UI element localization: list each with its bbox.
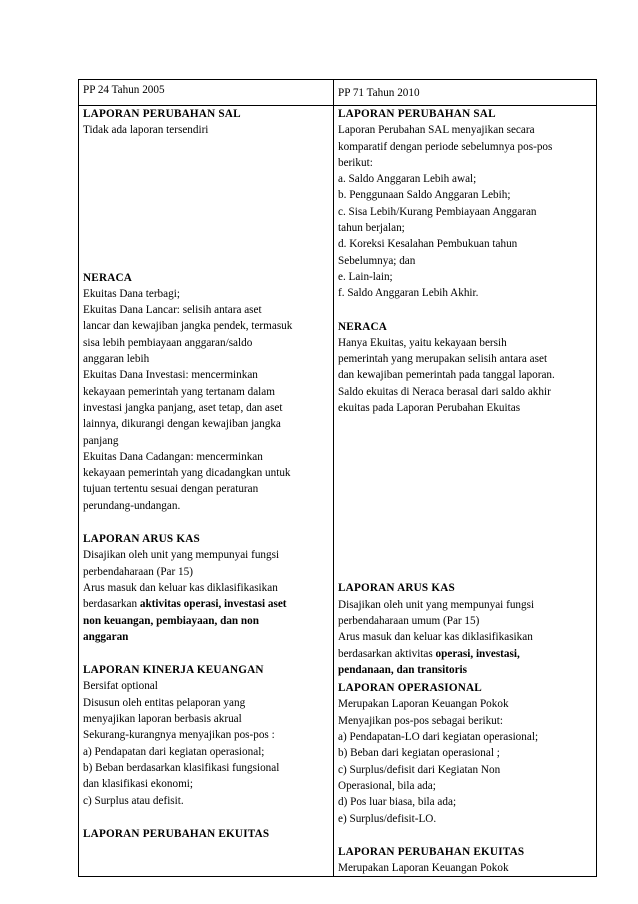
section-line: f. Saldo Anggaran Lebih Akhir. <box>338 287 479 300</box>
line-bold-text: non keuangan, pembiayaan, dan non <box>83 614 259 627</box>
section-line: sisa lebih pembiayaan anggaran/saldo <box>83 336 253 349</box>
section-line: Operasional, bila ada; <box>338 779 436 792</box>
line-text: berdasarkan aktivitas <box>338 647 436 660</box>
section-line: panjang <box>83 434 119 447</box>
section-line: pemerintah yang merupakan selisih antara aset <box>338 353 548 366</box>
section-line: d) Pos luar biasa, bila ada; <box>338 796 457 809</box>
section-line: menyajikan laporan berbasis akrual <box>83 713 242 726</box>
right-column <box>334 106 597 877</box>
section-line: Tidak ada laporan tersendiri <box>83 124 209 137</box>
line-text: berdasarkan <box>83 598 140 611</box>
section-title: NERACA <box>83 271 133 284</box>
right-arus-kas-section <box>338 580 593 678</box>
right-sal-section <box>338 106 593 302</box>
section-title: LAPORAN OPERASIONAL <box>338 682 482 695</box>
section-line: tujuan tertentu sesuai dengan peraturan <box>83 483 259 496</box>
section-line: Disusun oleh entitas pelaporan yang <box>83 696 246 709</box>
section-line: komparatif dengan periode sebelumnya pos-pos <box>338 140 553 153</box>
section-line: Ekuitas Dana Lancar: selisih antara aset <box>83 304 262 317</box>
line-bold-text: aktivitas operasi, investasi aset <box>139 598 287 611</box>
section-title: LAPORAN KINERJA KEUANGAN <box>83 664 264 677</box>
section-line: kekayaan pemerintah yang dicadangkan untuk <box>83 467 291 480</box>
section-title: LAPORAN PERUBAHAN SAL <box>338 108 496 120</box>
left-column <box>79 106 334 877</box>
section-line: b) Beban berdasarkan klasifikasi fungsional <box>83 761 280 774</box>
section-title: LAPORAN ARUS KAS <box>338 582 455 595</box>
section-line: Sebelumnya; dan <box>338 254 416 267</box>
section-line: Merupakan Laporan Keuangan Pokok <box>338 698 509 711</box>
section-line <box>83 613 330 629</box>
section-line: perbendaharaan (Par 15) <box>83 565 193 578</box>
section-line: Saldo ekuitas di Neraca berasal dari saldo akhir <box>338 385 551 398</box>
section-line: Arus masuk dan keluar kas diklasifikasikan <box>338 631 533 644</box>
section-line <box>83 596 330 612</box>
section-line: Menyajikan pos-pos sebagai berikut: <box>338 714 503 727</box>
section-line: Disajikan oleh unit yang mempunyai fungsi <box>338 598 535 611</box>
section-title: LAPORAN PERUBAHAN EKUITAS <box>338 845 525 858</box>
left-neraca-section <box>83 270 330 514</box>
section-line: a. Saldo Anggaran Lebih awal; <box>338 173 477 186</box>
section-line: berikut: <box>338 156 373 169</box>
section-line: a) Pendapatan-LO dari kegiatan operasional; <box>338 731 539 744</box>
section-line: c) Surplus atau defisit. <box>83 794 184 807</box>
section-line <box>83 629 330 645</box>
section-line <box>338 662 593 678</box>
section-line: c) Surplus/defisit dari Kegiatan Non <box>338 763 501 776</box>
section-line: Ekuitas Dana terbagi; <box>83 287 180 300</box>
section-line: Laporan Perubahan SAL menyajikan secara <box>338 124 535 137</box>
section-line: investasi jangka panjang, aset tetap, dan aset <box>83 401 283 414</box>
section-line: Disajikan oleh unit yang mempunyai fungsi <box>83 549 280 562</box>
section-line: e) Surplus/defisit-LO. <box>338 812 437 825</box>
section-line: b. Penggunaan Saldo Anggaran Lebih; <box>338 189 511 202</box>
section-line: Ekuitas Dana Investasi: mencerminkan <box>83 369 258 382</box>
line-bold-text: operasi, investasi, <box>435 647 520 660</box>
section-line: a) Pendapatan dari kegiatan operasional; <box>83 745 265 758</box>
section-title: LAPORAN PERUBAHAN EKUITAS <box>83 827 270 840</box>
header-left-cell: PP 24 Tahun 2005 <box>79 80 334 106</box>
line-bold-text: anggaran <box>83 630 129 643</box>
section-line: Sekurang-kurangnya menyajikan pos-pos : <box>83 729 275 742</box>
section-line: b) Beban dari kegiatan operasional ; <box>338 747 500 760</box>
body-row <box>79 106 597 877</box>
section-line: ekuitas pada Laporan Perubahan Ekuitas <box>338 402 521 415</box>
section-line: Arus masuk dan keluar kas diklasifikasikan <box>83 581 278 594</box>
line-bold-text: pendanaan, dan transitoris <box>338 663 468 676</box>
section-line: e. Lain-lain; <box>338 270 393 283</box>
section-line: anggaran lebih <box>83 353 150 366</box>
section-line: perbendaharaan umum (Par 15) <box>338 614 480 627</box>
section-title: NERACA <box>338 320 388 333</box>
section-line: lainnya, dikurangi dengan kewajiban jangka <box>83 418 281 431</box>
section-line: dan klasifikasi ekonomi; <box>83 778 193 791</box>
section-title: LAPORAN ARUS KAS <box>83 533 200 546</box>
left-kinerja-section <box>83 662 330 809</box>
section-line: Ekuitas Dana Cadangan: mencerminkan <box>83 450 263 463</box>
section-line: kekayaan pemerintah yang tertanam dalam <box>83 385 275 398</box>
section-line: perundang-undangan. <box>83 499 181 512</box>
header-right-cell: PP 71 Tahun 2010 <box>334 80 597 106</box>
right-neraca-section <box>338 319 593 417</box>
right-ekuitas-section <box>338 844 593 877</box>
section-line: Merupakan Laporan Keuangan Pokok <box>338 862 509 875</box>
section-line: d. Koreksi Kesalahan Pembukuan tahun <box>338 238 518 251</box>
comparison-table <box>78 79 597 877</box>
section-line: c. Sisa Lebih/Kurang Pembiayaan Anggaran <box>338 205 537 218</box>
section-line: dan kewajiban pemerintah pada tanggal laporan. <box>338 369 555 382</box>
section-line: tahun berjalan; <box>338 222 405 235</box>
left-sal-section <box>83 106 330 139</box>
header-row <box>79 80 597 106</box>
section-line: Bersifat optional <box>83 680 158 693</box>
left-arus-kas-section <box>83 531 330 645</box>
left-ekuitas-section <box>83 826 330 842</box>
section-line: Hanya Ekuitas, yaitu kekayaan bersih <box>338 336 507 349</box>
section-line: lancar dan kewajiban jangka pendek, termasuk <box>83 320 293 333</box>
section-line <box>338 646 593 662</box>
right-operasional-section <box>338 680 593 827</box>
section-title: LAPORAN PERUBAHAN SAL <box>83 108 241 120</box>
